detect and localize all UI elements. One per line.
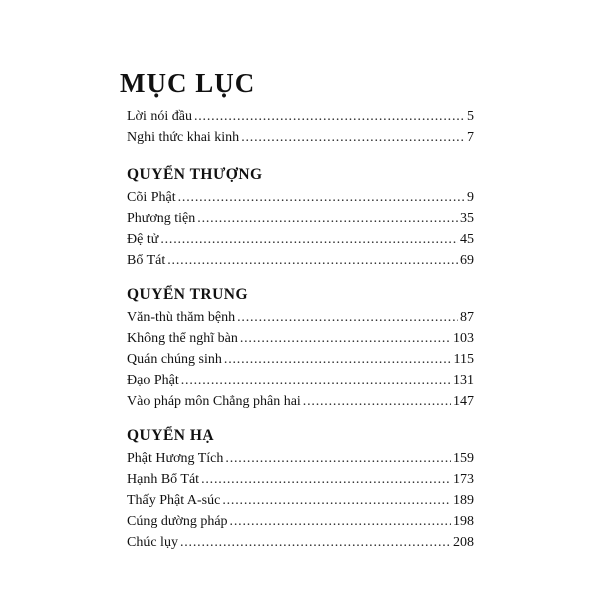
toc-entry-title: Đệ tử (127, 232, 159, 247)
toc-entry (127, 127, 474, 148)
toc-entry-title: Thấy Phật A-súc (127, 493, 221, 508)
toc-entry-title: Lời nói đầu (127, 109, 192, 124)
toc-entry (127, 490, 474, 511)
section-entries-quyen-thuong (127, 187, 474, 271)
toc-entry (127, 187, 474, 208)
toc-entry (127, 307, 474, 328)
dot-leader (225, 448, 451, 469)
toc-entry (127, 250, 474, 271)
toc-entry-page-number: 35 (460, 211, 474, 226)
dot-leader (160, 229, 458, 250)
toc-entry-page-number: 69 (460, 253, 474, 268)
dot-leader (178, 187, 465, 208)
toc-entry-page-number: 115 (453, 352, 474, 367)
toc-entry-page-number: 103 (453, 331, 474, 346)
toc-entry (127, 370, 474, 391)
page-title: MỤC LỤC (120, 68, 256, 98)
toc-entry-title: Quán chúng sinh (127, 352, 222, 367)
toc-entry (127, 349, 474, 370)
dot-leader (181, 370, 451, 391)
toc-entry-page-number: 198 (453, 514, 474, 529)
dot-leader (241, 127, 465, 148)
section-title-quyen-trung: QUYỂN TRUNG (127, 286, 249, 303)
dot-leader (201, 469, 451, 490)
toc-entry (127, 469, 474, 490)
toc-entry (127, 328, 474, 349)
toc-entry (127, 106, 474, 127)
toc-entry (127, 229, 474, 250)
toc-entry (127, 511, 474, 532)
dot-leader (222, 490, 451, 511)
toc-entry-page-number: 7 (467, 130, 474, 145)
toc-entry-title: Văn-thù thăm bệnh (127, 310, 236, 325)
intro-entries (127, 106, 474, 148)
toc-entry-page-number: 208 (453, 535, 474, 550)
dot-leader (197, 208, 458, 229)
toc-entry-page-number: 5 (467, 109, 474, 124)
dot-leader (180, 532, 451, 553)
toc-entry-title: Hạnh Bổ Tát (127, 472, 200, 487)
toc-entry-title: Nghi thức khai kinh (127, 130, 240, 145)
toc-entry-title: Cõi Phật (127, 190, 176, 205)
toc-entry-page-number: 9 (467, 190, 474, 205)
toc-entry-page-number: 189 (453, 493, 474, 508)
dot-leader (230, 511, 451, 532)
dot-leader (240, 328, 451, 349)
toc-entry-page-number: 45 (460, 232, 474, 247)
toc-entry (127, 208, 474, 229)
dot-leader (194, 106, 465, 127)
section-title-quyen-ha: QUYỂN HẠ (127, 427, 215, 444)
toc-entry (127, 532, 474, 553)
toc-entry-page-number: 159 (453, 451, 474, 466)
section-title-quyen-thuong: QUYỂN THƯỢNG (127, 166, 263, 183)
dot-leader (224, 349, 452, 370)
toc-entry-title: Không thể nghĩ bàn (127, 331, 238, 346)
toc-entry-page-number: 147 (453, 394, 474, 409)
toc-entry-title: Đạo Phật (127, 373, 179, 388)
toc-entry-title: Chúc lụy (127, 535, 178, 550)
toc-entry (127, 391, 474, 412)
dot-leader (167, 250, 458, 271)
section-entries-quyen-ha (127, 448, 474, 553)
dot-leader (303, 391, 451, 412)
toc-entry-title: Vào pháp môn Chẳng phân hai (127, 394, 301, 409)
toc-entry-page-number: 131 (453, 373, 474, 388)
toc-entry (127, 448, 474, 469)
section-entries-quyen-trung (127, 307, 474, 412)
toc-entry-page-number: 173 (453, 472, 474, 487)
toc-entry-page-number: 87 (460, 310, 474, 325)
toc-entry-title: Bổ Tát (127, 253, 166, 268)
toc-entry-title: Cúng dường pháp (127, 514, 228, 529)
toc-entry-title: Phương tiện (127, 211, 196, 226)
dot-leader (237, 307, 458, 328)
toc-entry-title: Phật Hương Tích (127, 451, 224, 466)
